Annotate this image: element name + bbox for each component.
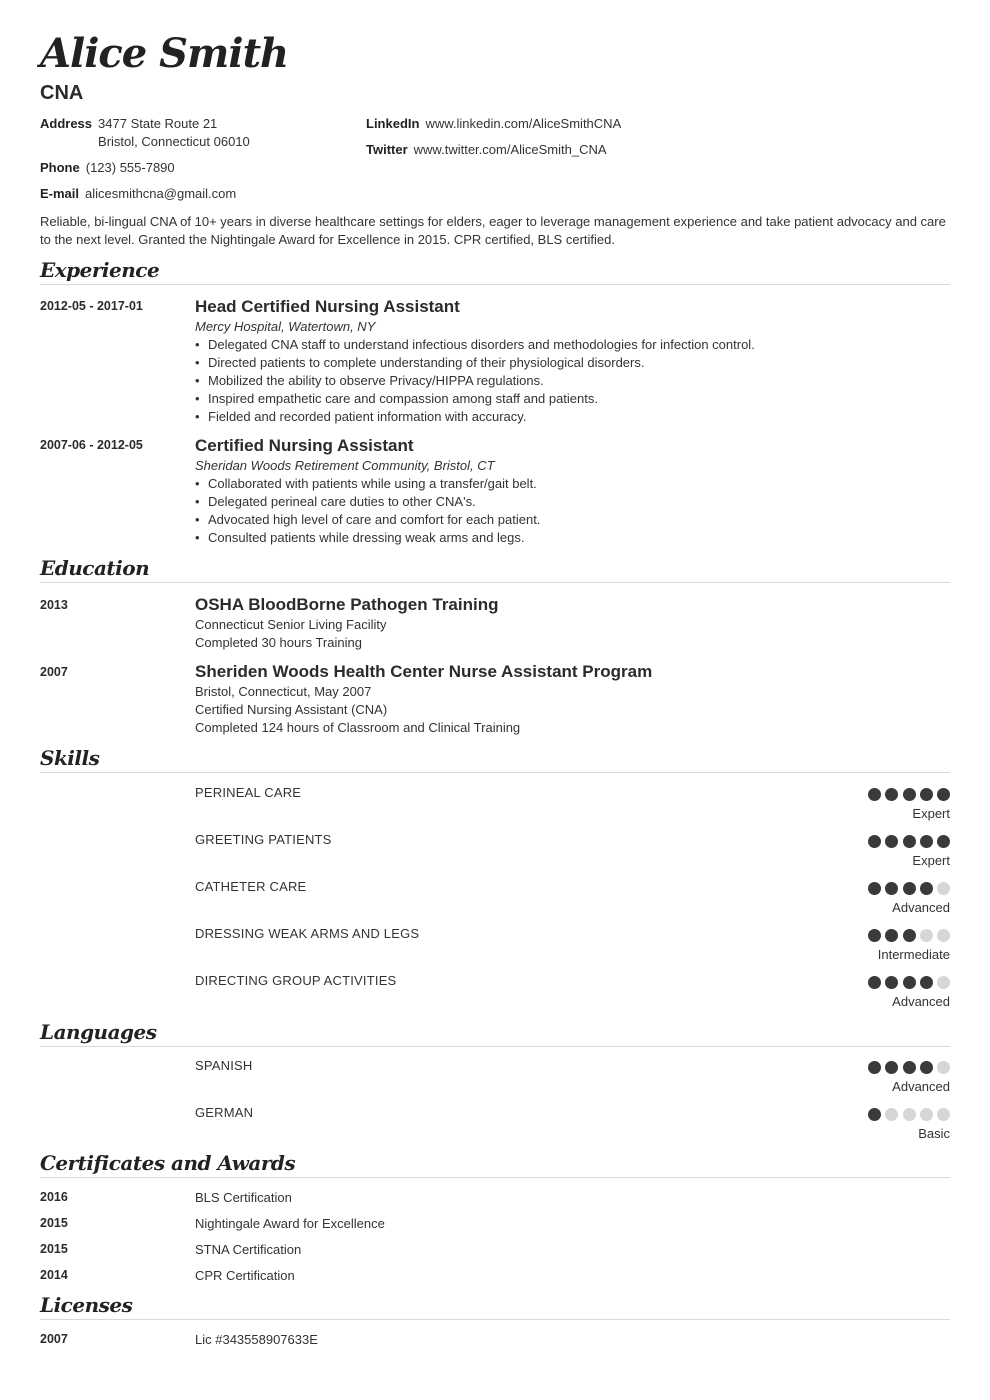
address-label: Address <box>40 116 93 131</box>
rating-dot-filled <box>903 882 916 895</box>
certificate-year: 2014 <box>40 1268 68 1282</box>
job-bullet: • Delegated CNA staff to understand infectious disorders and methodologies for infection control. <box>195 336 950 354</box>
rating-dot-filled <box>920 976 933 989</box>
rating-dot-filled <box>868 788 881 801</box>
rating-dot-filled <box>868 929 881 942</box>
summary: Reliable, bi-lingual CNA of 10+ years in diverse healthcare settings for elders, eager to leverage management experience and take patient advocacy and care to the next level. Granted the Nightingale Award for Excellence in 2015. CPR certified, BLS certified. <box>40 214 946 247</box>
section-title-licenses: Licenses <box>40 1293 133 1317</box>
job-bullet: • Collaborated with patients while using a transfer/gait belt. <box>195 475 950 493</box>
rating-dot-empty <box>937 1108 950 1121</box>
experience-dates: 2007-06 - 2012-05 <box>40 438 143 452</box>
job-bullet: • Consulted patients while dressing weak arms and legs. <box>195 529 950 547</box>
job-bullet: • Inspired empathetic care and compassion among staff and patients. <box>195 390 950 408</box>
education-title: OSHA BloodBorne Pathogen Training <box>195 595 499 614</box>
skill-rating-dots <box>868 835 950 849</box>
rating-dot-filled <box>885 1061 898 1074</box>
certificate-name: STNA Certification <box>195 1242 302 1257</box>
rating-dot-filled <box>903 929 916 942</box>
skill-rating-dots <box>868 882 950 896</box>
contact-email <box>40 185 236 203</box>
job-company: Mercy Hospital, Watertown, NY <box>195 319 376 334</box>
education-line: Completed 30 hours Training <box>195 635 362 650</box>
education-line: Completed 124 hours of Classroom and Clinical Training <box>195 720 521 735</box>
language-rating-dots <box>868 1061 950 1075</box>
section-title-experience: Experience <box>40 258 160 282</box>
email-label: E-mail <box>40 186 80 201</box>
rating-dot-empty <box>920 929 933 942</box>
rating-dot-empty <box>937 882 950 895</box>
rating-dot-filled <box>885 788 898 801</box>
section-divider <box>40 772 950 773</box>
job-company: Sheridan Woods Retirement Community, Bristol, CT <box>195 458 495 473</box>
rating-dot-filled <box>868 1108 881 1121</box>
skill-rating-dots <box>868 976 950 990</box>
skill-rating-dots <box>868 929 950 943</box>
job-title: Certified Nursing Assistant <box>195 436 414 455</box>
certificate-year: 2015 <box>40 1242 68 1256</box>
education-line: Bristol, Connecticut, May 2007 <box>195 684 372 699</box>
resume-page <box>40 0 950 1400</box>
rating-dot-filled <box>903 835 916 848</box>
section-title-education: Education <box>40 556 150 580</box>
license-year: 2007 <box>40 1332 68 1346</box>
certificate-name: CPR Certification <box>195 1268 295 1283</box>
twitter-value[interactable]: www.twitter.com/AliceSmith_CNA <box>413 142 607 157</box>
skill-level: Advanced <box>892 994 950 1009</box>
language-name: SPANISH <box>195 1058 253 1073</box>
rating-dot-filled <box>885 882 898 895</box>
rating-dot-filled <box>885 835 898 848</box>
linkedin-label: LinkedIn <box>366 116 420 131</box>
certificate-year: 2015 <box>40 1216 68 1230</box>
job-bullet: • Fielded and recorded patient information with accuracy. <box>195 408 950 426</box>
candidate-title: CNA <box>40 82 84 104</box>
rating-dot-filled <box>868 976 881 989</box>
rating-dot-empty <box>885 1108 898 1121</box>
skill-name: DRESSING WEAK ARMS AND LEGS <box>195 926 420 941</box>
rating-dot-filled <box>903 1061 916 1074</box>
phone-label: Phone <box>40 160 80 175</box>
certificate-name: BLS Certification <box>195 1190 292 1205</box>
address-line-1: 3477 State Route 21 <box>98 116 218 131</box>
education-year: 2013 <box>40 598 68 612</box>
section-title-languages: Languages <box>40 1020 157 1044</box>
rating-dot-filled <box>920 882 933 895</box>
rating-dot-filled <box>868 882 881 895</box>
rating-dot-filled <box>920 835 933 848</box>
skill-level: Expert <box>912 806 950 821</box>
skill-name: DIRECTING GROUP ACTIVITIES <box>195 973 397 988</box>
section-title-certificates: Certificates and Awards <box>40 1151 296 1175</box>
education-line: Connecticut Senior Living Facility <box>195 617 387 632</box>
rating-dot-filled <box>885 929 898 942</box>
education-item <box>195 594 950 652</box>
experience-dates: 2012-05 - 2017-01 <box>40 299 143 313</box>
contact-twitter <box>366 141 607 159</box>
job-bullets <box>195 336 950 426</box>
education-year: 2007 <box>40 665 68 679</box>
language-level: Advanced <box>892 1079 950 1094</box>
rating-dot-empty <box>937 1061 950 1074</box>
job-title: Head Certified Nursing Assistant <box>195 297 460 316</box>
job-bullet: • Delegated perineal care duties to other CNA's. <box>195 493 950 511</box>
rating-dot-filled <box>903 976 916 989</box>
certificate-name: Nightingale Award for Excellence <box>195 1216 385 1231</box>
rating-dot-empty <box>920 1108 933 1121</box>
rating-dot-filled <box>920 1061 933 1074</box>
rating-dot-filled <box>903 788 916 801</box>
certificate-year: 2016 <box>40 1190 68 1204</box>
language-rating-dots <box>868 1108 950 1122</box>
rating-dot-filled <box>937 835 950 848</box>
education-title: Sheriden Woods Health Center Nurse Assistant Program <box>195 662 653 681</box>
section-divider <box>40 1319 950 1320</box>
section-divider <box>40 1177 950 1178</box>
section-divider <box>40 284 950 285</box>
job-bullet: • Mobilized the ability to observe Privacy/HIPPA regulations. <box>195 372 950 390</box>
rating-dot-empty <box>937 929 950 942</box>
rating-dot-filled <box>868 1061 881 1074</box>
rating-dot-filled <box>937 788 950 801</box>
section-divider <box>40 582 950 583</box>
address-line-2: Bristol, Connecticut 06010 <box>98 134 250 149</box>
skill-name: CATHETER CARE <box>195 879 307 894</box>
skill-level: Expert <box>912 853 950 868</box>
language-level: Basic <box>918 1126 950 1141</box>
license-number: Lic #343558907633E <box>195 1332 318 1347</box>
skill-name: GREETING PATIENTS <box>195 832 332 847</box>
language-name: GERMAN <box>195 1105 254 1120</box>
job-bullet: • Directed patients to complete understanding of their physiological disorders. <box>195 354 950 372</box>
rating-dot-filled <box>868 835 881 848</box>
section-divider <box>40 1046 950 1047</box>
rating-dot-empty <box>937 976 950 989</box>
skill-rating-dots <box>868 788 950 802</box>
education-line: Certified Nursing Assistant (CNA) <box>195 702 388 717</box>
contact-phone <box>40 159 175 177</box>
experience-item <box>195 296 950 426</box>
contact-linkedin <box>366 115 621 133</box>
section-title-skills: Skills <box>40 746 100 770</box>
job-bullets <box>195 475 950 547</box>
phone-value: (123) 555-7890 <box>85 160 175 175</box>
skill-name: PERINEAL CARE <box>195 785 302 800</box>
linkedin-value[interactable]: www.linkedin.com/AliceSmithCNA <box>425 116 622 131</box>
contact-address <box>40 115 250 151</box>
skill-level: Advanced <box>892 900 950 915</box>
rating-dot-empty <box>903 1108 916 1121</box>
rating-dot-filled <box>920 788 933 801</box>
skill-level: Intermediate <box>877 947 950 962</box>
rating-dot-filled <box>885 976 898 989</box>
candidate-name: Alice Smith <box>40 30 289 77</box>
job-bullet: • Advocated high level of care and comfort for each patient. <box>195 511 950 529</box>
experience-item <box>195 435 950 547</box>
education-item <box>195 661 950 737</box>
twitter-label: Twitter <box>366 142 408 157</box>
email-value[interactable]: alicesmithcna@gmail.com <box>85 186 237 201</box>
